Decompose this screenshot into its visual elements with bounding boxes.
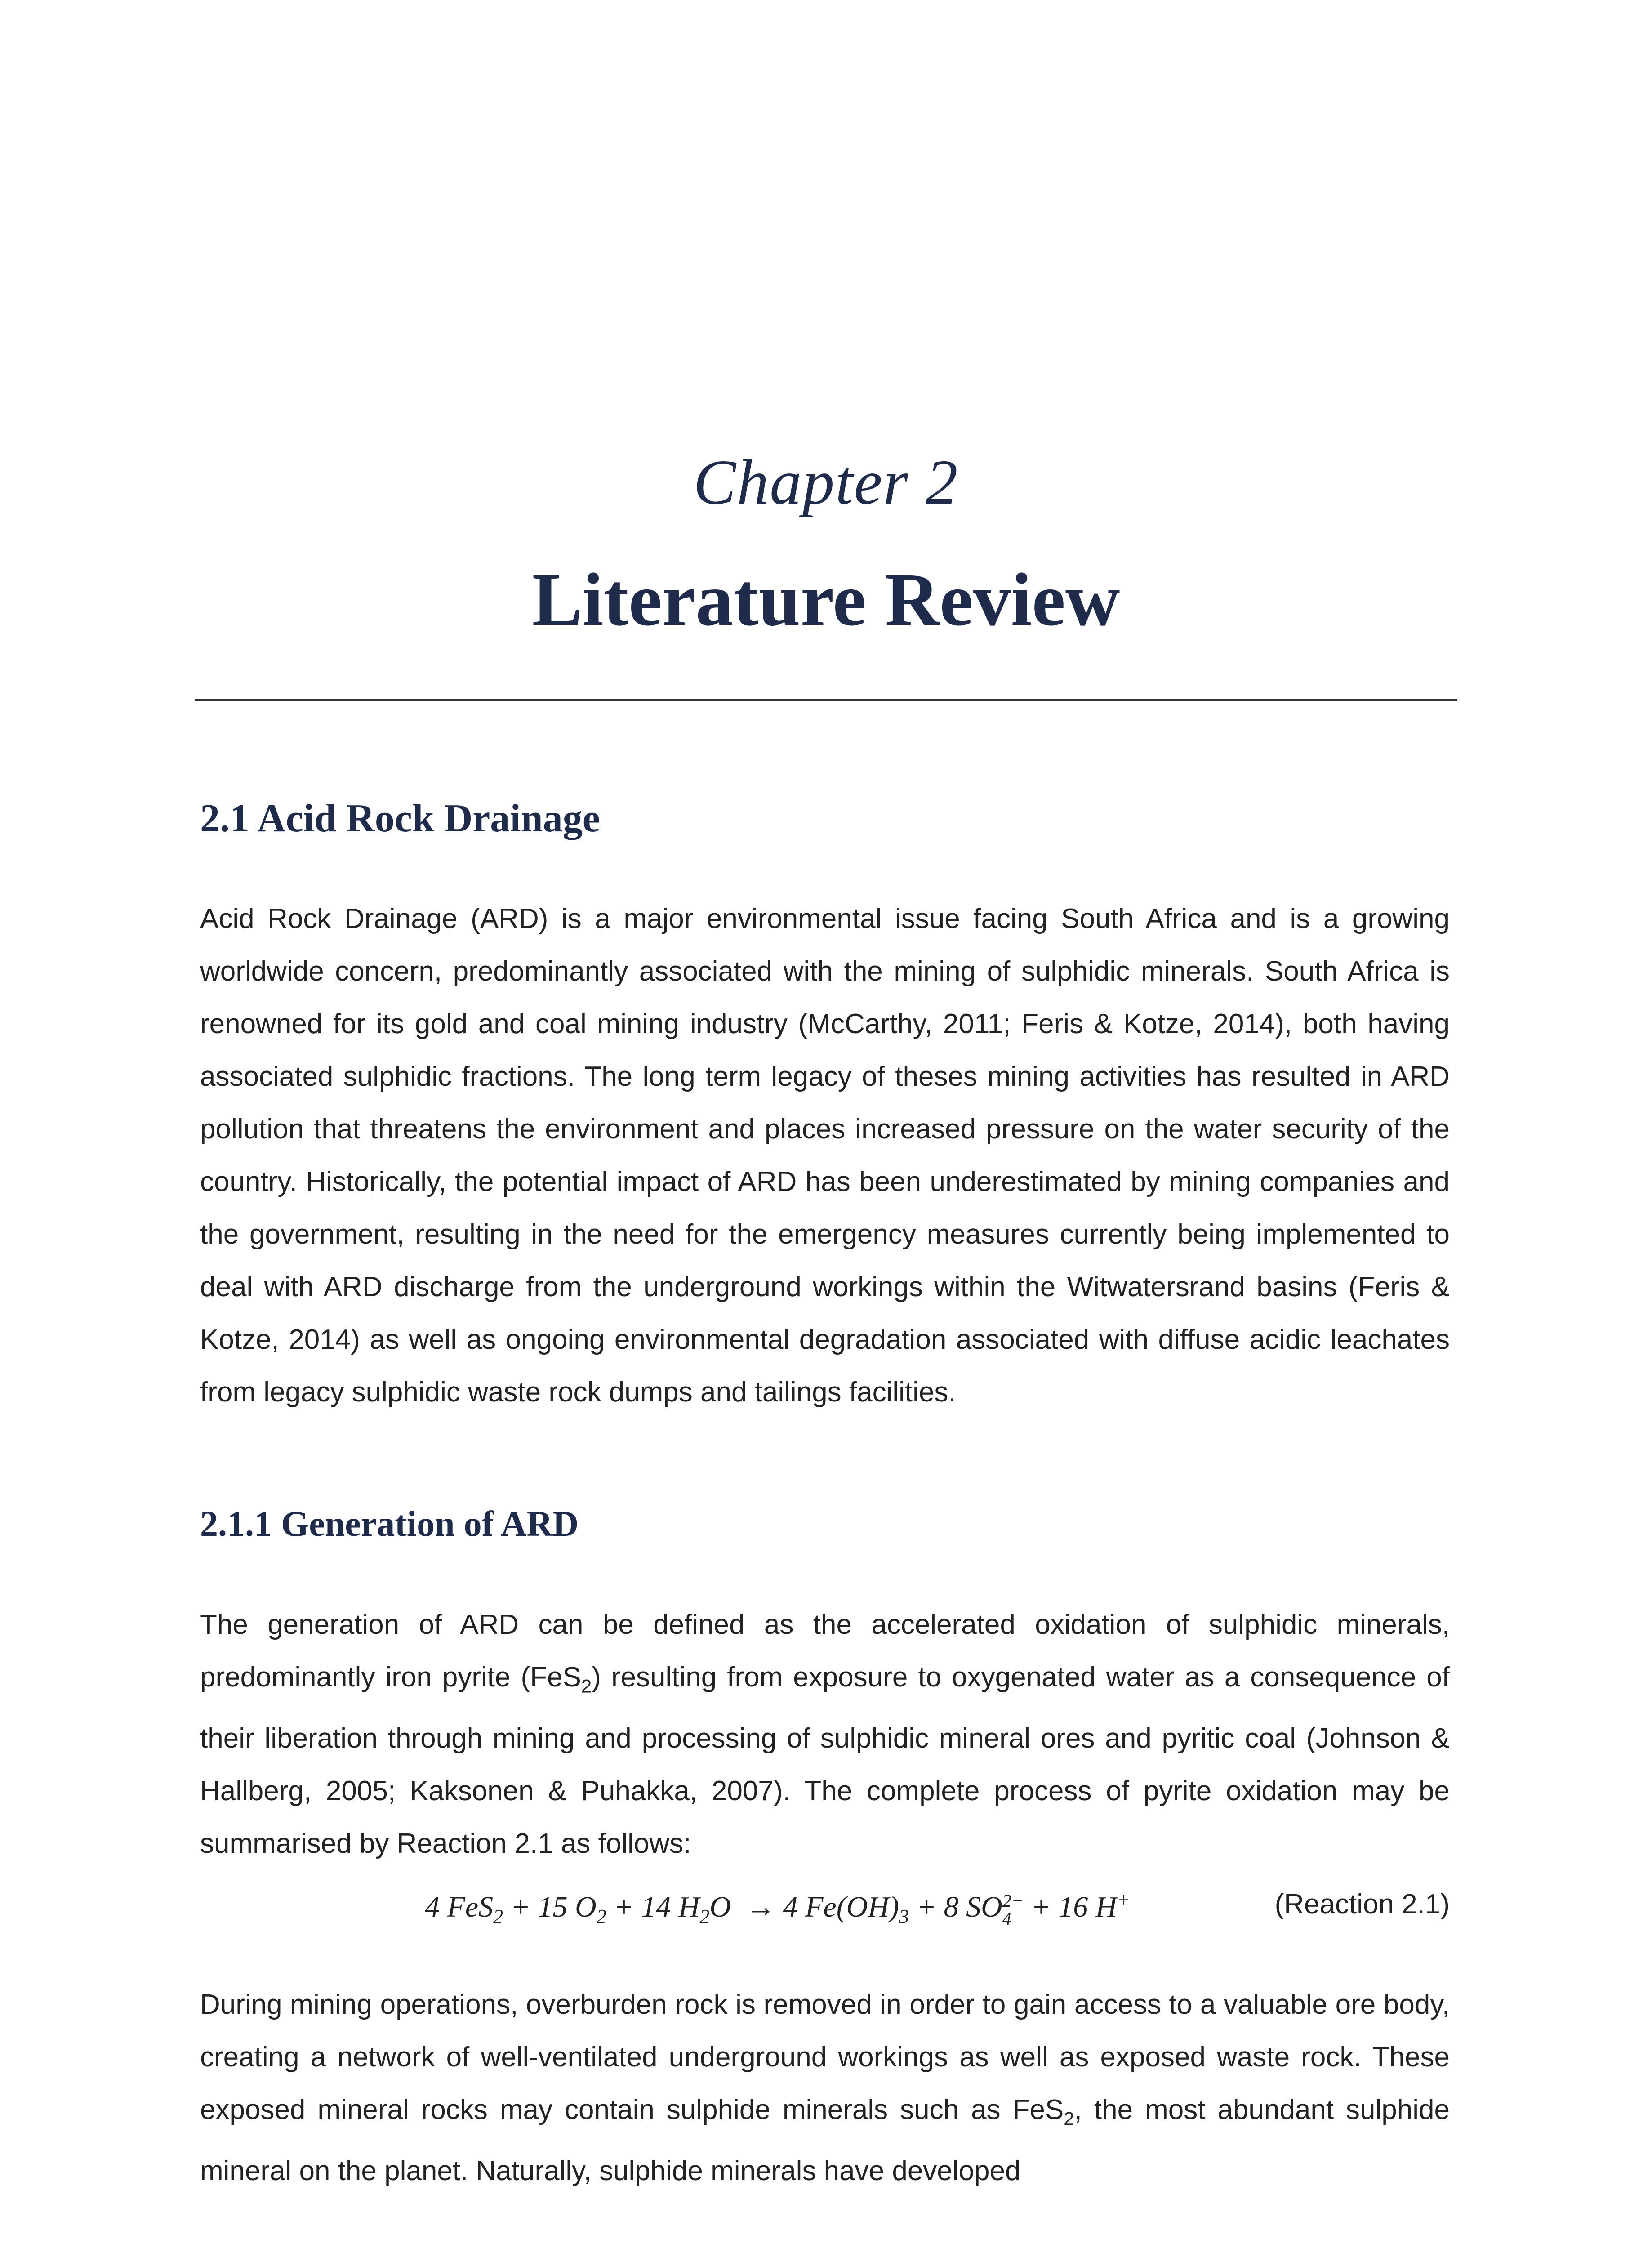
section-paragraph <box>200 892 1450 1418</box>
section-paragraph-text: Acid Rock Drainage (ARD) is a major environmental issue facing South Africa and is a growing worldwide concern, predominantly associated with the mining of sulphidic minerals. South Africa is renowned for its gold and coal mining industry (McCarthy, 2011; Feris & Kotze, 2014), both having associated sulphidic fractions. The long term legacy of theses mining activities has resulted in ARD pollution that threatens the environment and places increased pressure on the water security of the country. Historically, the potential impact of ARD has been underestimated by mining companies and the government, resulting in the need for the emergency measures currently being implemented to deal with ARD discharge from the underground workings within the Witwatersrand basins (Feris & Kotze, 2014) as well as ongoing environmental degradation associated with diffuse acidic leachates from legacy sulphidic waste rock dumps and tailings facilities. <box>200 903 1450 1408</box>
closing-paragraph-part-b: , the most abundant sulphide mineral on the planet. Naturally, sulphide minerals have developed <box>200 2094 1450 2187</box>
chapter-label: Chapter 2 <box>693 446 959 517</box>
section-heading: 2.1 Acid Rock Drainage <box>200 797 600 840</box>
closing-paragraph-subscript: 2 <box>1064 2108 1074 2129</box>
reaction-label: (Reaction 2.1) <box>1274 1889 1450 1920</box>
closing-paragraph <box>200 1978 1450 2197</box>
subsection-paragraph-subscript: 2 <box>581 1675 592 1697</box>
subsection-paragraph-part-b: ) resulting from exposure to oxygenated water as a consequence of their liberation through mining and processing of sulphidic mineral ores and pyritic coal (Johnson & Hallberg, 2005; Kaksonen & Puhakka, 2007). The complete process of pyrite oxidation may be summarised by Reaction 2.1 as follows: <box>200 1662 1450 1860</box>
subsection-paragraph-text <box>200 1598 1450 1870</box>
reaction-expression: 4 FeS$_2$ + 15 $O_2 + 14$ $H_2O \to 4$ $Fe(OH)_3 + 8$ SO 2− 4 + 16 H+ <box>425 1889 1131 1929</box>
reaction-equation <box>200 1888 1450 1938</box>
chapter-title: Literature Review <box>532 558 1120 642</box>
title-divider <box>195 699 1457 701</box>
closing-paragraph-text <box>200 1978 1450 2197</box>
subsection-heading: 2.1.1 Generation of ARD <box>200 1504 579 1544</box>
closing-paragraph-part-a: During mining operations, overburden rock is removed in order to gain access to a valuable ore body, creating a network of well-ventilated underground workings as well as exposed waste rock. These exposed mineral rocks may contain sulphide minerals such as FeS <box>200 1989 1450 2125</box>
subsection-paragraph <box>200 1598 1450 1870</box>
subsection-paragraph-part-a: The generation of ARD can be defined as the accelerated oxidation of sulphidic minerals, predominantly iron pyrite (FeS <box>200 1609 1450 1693</box>
